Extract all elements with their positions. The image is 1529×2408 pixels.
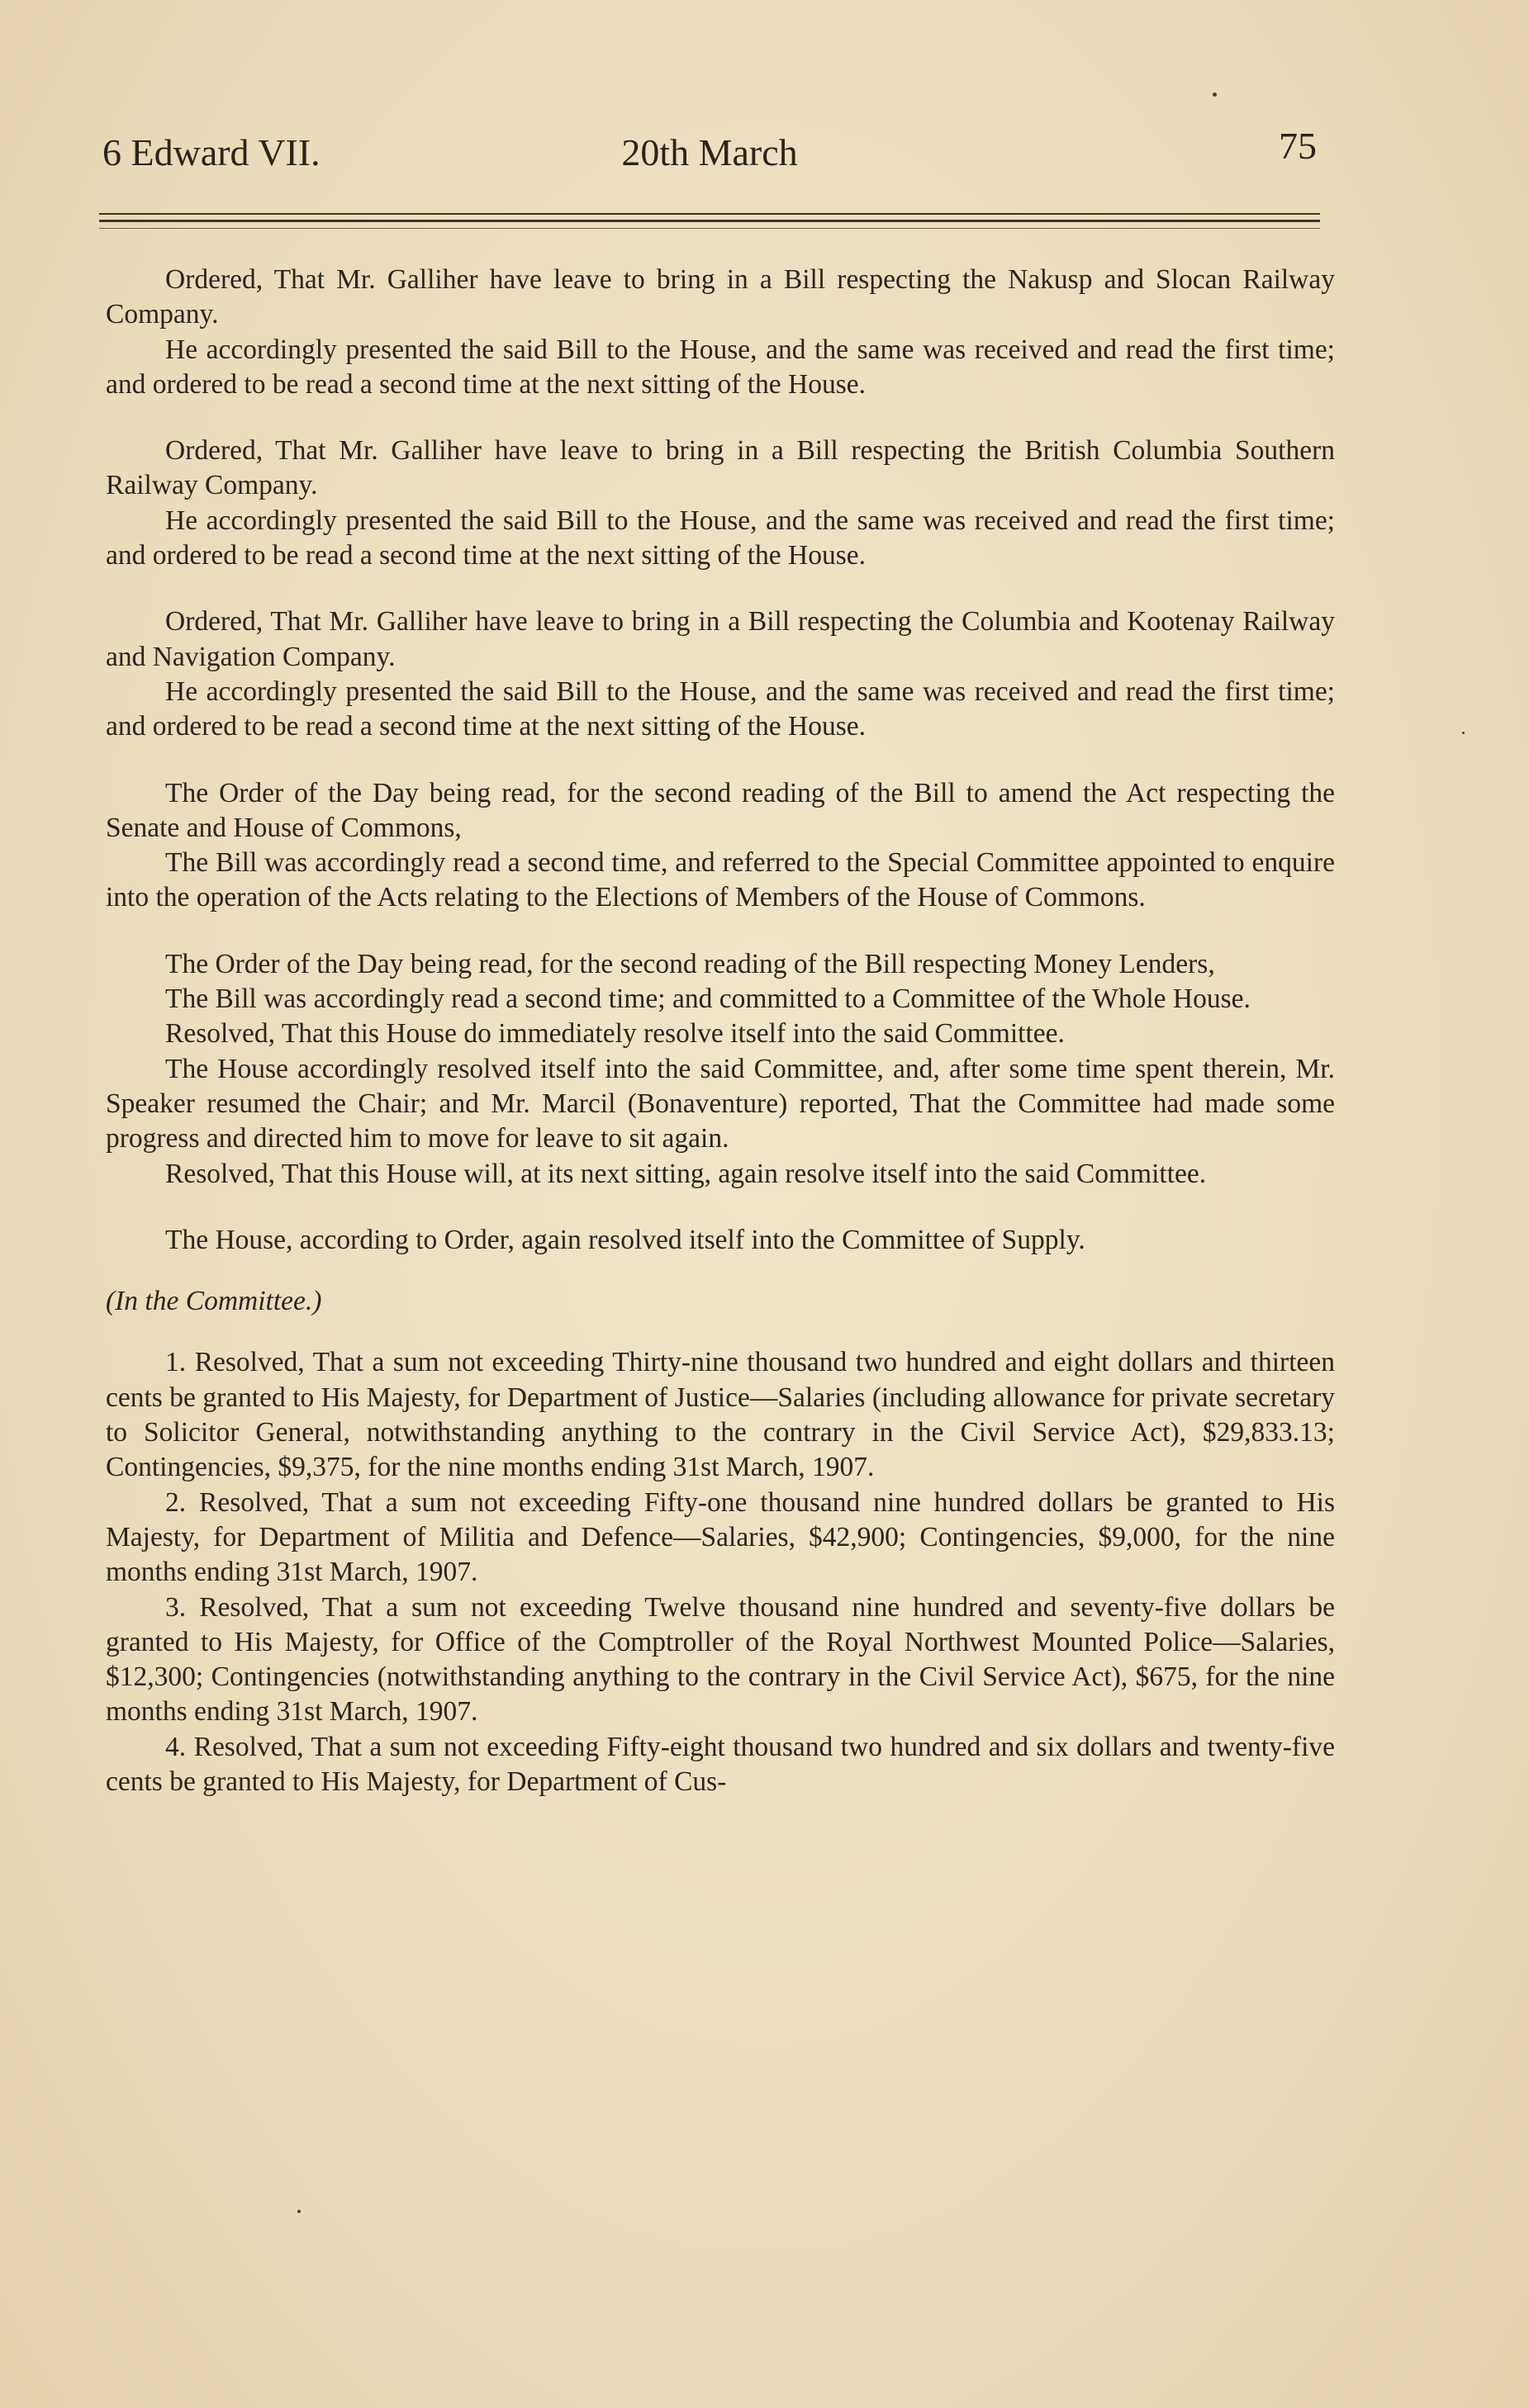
committee-heading: (In the Committee.) xyxy=(106,1286,322,1317)
paragraph: Ordered, That Mr. Galliher have leave to bring in a Bill respecting the Nakusp and Slocan Railway Company. xyxy=(106,264,1335,330)
paragraph: He accordingly presented the said Bill to the House, and the same was received and read the first time; and ordered to be read a second time at the next sitting of the House. xyxy=(106,675,1335,742)
resolution-item: 3. Resolved, That a sum not exceeding Twelve thousand nine hundred and seventy-five dollars be granted to His Majesty, for Office of the Comptroller of the Royal Northwest Mounted Police—Salaries, $12,300; Contingencies (notwithstanding anything to the contrary in the Civil Service Act), $675, for the nine months ending 31st March, 1907. xyxy=(106,1591,1335,1728)
paragraph: The House accordingly resolved itself into the said Committee, and, after some time spent therein, Mr. Speaker resumed the Chair; and Mr. Marcil (Bonaventure) reported, That the Committee had made some progress and directed him to move for leave to sit again. xyxy=(106,1053,1335,1154)
paragraph: Resolved, That this House do immediately resolve itself into the said Committee. xyxy=(165,1018,1065,1050)
journal-date: 20th March xyxy=(621,131,798,173)
paper-speck xyxy=(1462,732,1465,734)
header-rule xyxy=(99,220,1320,222)
paragraph: The Order of the Day being read, for the second reading of the Bill respecting Money Lenders, xyxy=(165,948,1215,979)
paragraph: Ordered, That Mr. Galliher have leave to bring in a Bill respecting the Columbia and Kootenay Railway and Navigation Company. xyxy=(106,606,1335,672)
paragraph: The House, according to Order, again resolved itself into the Committee of Supply. xyxy=(165,1224,1085,1255)
paragraph: Ordered, That Mr. Galliher have leave to bring in a Bill respecting the British Columbia Southern Railway Company. xyxy=(106,435,1335,501)
paragraph: The Order of the Day being read, for the second reading of the Bill to amend the Act respecting the Senate and House of Commons, xyxy=(106,777,1335,843)
paragraph: The Bill was accordingly read a second time; and committed to a Committee of the Whole House. xyxy=(165,984,1251,1015)
resolution-item: 2. Resolved, That a sum not exceeding Fifty-one thousand nine hundred dollars be granted to His Majesty, for Department of Militia and Defence—Salaries, $42,900; Contingencies, $9,000, for the nine months ending 31st March, 1907. xyxy=(106,1486,1335,1588)
page-number: 75 xyxy=(1279,125,1317,167)
paragraph: He accordingly presented the said Bill to the House, and the same was received and read the first time; and ordered to be read a second time at the next sitting of the House. xyxy=(106,334,1335,400)
paper-speck xyxy=(297,2210,301,2213)
journal-body xyxy=(106,263,1335,1799)
resolution-item: 4. Resolved, That a sum not exceeding Fifty-eight thousand two hundred and six dollars and twenty-five cents be granted to His Majesty, for Department of Cus- xyxy=(106,1731,1335,1797)
paragraph: The Bill was accordingly read a second time, and referred to the Special Committee appointed to enquire into the operation of the Acts relating to the Elections of Members of the House of Commons. xyxy=(106,847,1335,913)
header-rule xyxy=(99,213,1320,215)
paper-speck xyxy=(1213,92,1217,97)
regnal-year: 6 Edward VII. xyxy=(102,131,321,173)
running-header xyxy=(102,125,1317,180)
paragraph: Resolved, That this House will, at its next sitting, again resolve itself into the said Committee. xyxy=(165,1158,1207,1189)
paragraph: He accordingly presented the said Bill to the House, and the same was received and read the first time; and ordered to be read a second time at the next sitting of the House. xyxy=(106,505,1335,571)
resolution-item: 1. Resolved, That a sum not exceeding Thirty-nine thousand two hundred and eight dollars and thirteen cents be granted to His Majesty, for Department of Justice—Salaries (including allowance for private secretary to Solicitor General, notwithstanding anything to the contrary in the Civil Service Act), $29,833.13; Contingencies, $9,375, for the nine months ending 31st March, 1907. xyxy=(106,1347,1335,1483)
header-rule xyxy=(99,228,1320,229)
